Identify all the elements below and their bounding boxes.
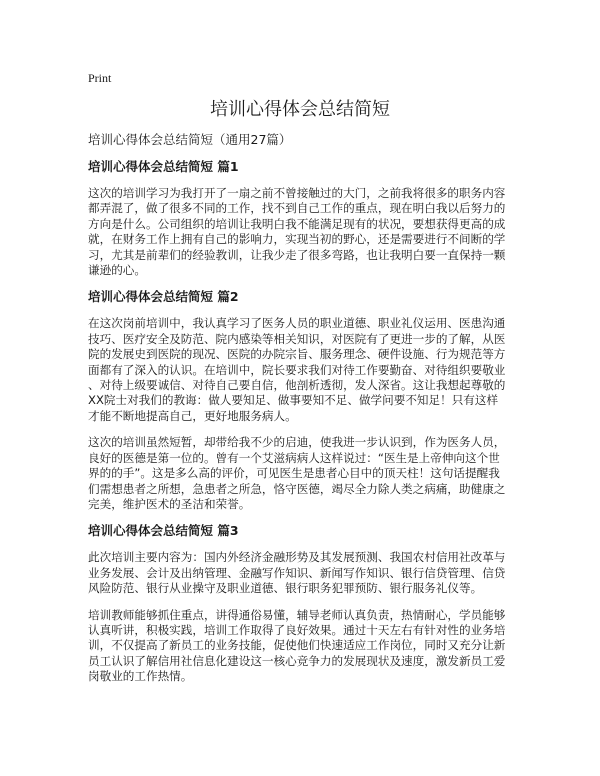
paragraph-line: 面都有了深入的认识。在培训中，院长要求我们对待工作要勤奋、对待组织要敬业 <box>88 362 506 377</box>
paragraph-line: 习，尤其是前辈们的经验教训，让我少走了很多弯路，也让我明白要一直保持一颗 <box>88 247 506 262</box>
paragraph-line: 认真听讲，积极实践，培训工作取得了良好效果。通过十天左右有针对性的业务培 <box>88 622 506 637</box>
paragraph-line: 良好的医德是第一位的。曾有一个艾滋病病人这样说过：“医生是上帝伸向这个世 <box>88 450 500 465</box>
paragraph <box>88 435 528 512</box>
paragraph-line: 院的发展史到医院的现况、医院的办院宗旨、服务理念、硬件设施、行为规范等方 <box>88 347 506 362</box>
paragraph-line: 在这次岗前培训中，我认真学习了医务人员的职业道德、职业礼仪运用、医患沟通 <box>88 316 506 331</box>
document-body <box>88 159 528 685</box>
document-page <box>88 70 528 685</box>
paragraph-line: 、对待上级要诚信、对待自己要自信，他剖析透彻，发人深省。这让我想起尊敬的 <box>88 378 506 393</box>
paragraph-line: 都弄混了，做了很多不同的工作，找不到自己工作的重点，现在明白我以后努力的 <box>88 201 506 216</box>
paragraph-line: 谦逊的心。 <box>88 263 146 278</box>
paragraph-line: 完美，维护医术的圣洁和荣誉。 <box>88 496 251 511</box>
paragraph-line: 业务发展、会计及出纳管理、金融写作知识、新闻写作知识、银行信贷管理、信贷 <box>88 565 506 580</box>
paragraph-line: 这次的培训学习为我打开了一扇之前不曾接触过的大门，之前我将很多的职务内容 <box>88 186 506 200</box>
paragraph-line: 训，不仅提高了新员工的业务技能，促使他们快速适应工作岗位，同时又充分让新 <box>88 638 506 653</box>
paragraph <box>88 550 528 596</box>
paragraph-line: 风险防范、银行从业操守及职业道德、银行职务犯罪预防、银行服务礼仪等。 <box>88 581 483 596</box>
paragraph <box>88 608 528 685</box>
paragraph-line: 就，在财务工作上拥有自己的影响力，实现当初的野心，还是需要进行不间断的学 <box>88 232 506 247</box>
paragraph-line: 此次培训主要内容为：国内外经济金融形势及其发展预测、我国农村信用社改革与 <box>88 550 506 565</box>
paragraph <box>88 186 528 278</box>
paragraph-line: 们需想患者之所想，急患者之所急，恪守医德，竭尽全力除人类之病痛，助健康之 <box>88 481 506 496</box>
print-link[interactable]: Print <box>88 71 112 85</box>
paragraph-line: 技巧、医疗安全及防范、院内感染等相关知识，对医院有了更进一步的了解，从医 <box>88 331 506 346</box>
paragraph-line: 员工认识了解信用社信息化建设这一核心竞争力的发展现状及速度，激发新员工爱 <box>88 653 506 668</box>
section-heading: 培训心得体会总结简短 篇3 <box>88 523 239 539</box>
paragraph-line: XX院士对我们的教诲：做人要知足、做事要知不足、做学问要不知足！只有这样 <box>88 393 499 408</box>
paragraph-line: 这次的培训虽然短暂，却带给我不少的启迪，使我进一步认识到，作为医务人员， <box>88 435 506 450</box>
section-heading: 培训心得体会总结简短 篇1 <box>88 159 239 174</box>
paragraph-line: 才能不断地提高自己，更好地服务病人。 <box>88 408 297 423</box>
paragraph-line: 方向是什么。公司组织的培训让我明白我不能满足现有的状况，要想获得更高的成 <box>88 216 506 231</box>
paragraph-line: 界的的手”。这是多么高的评价，可见医生是患者心目中的顶天柱！这句话提醒我 <box>88 466 500 481</box>
document-subtitle: 培训心得体会总结简短（通用27篇） <box>88 132 292 147</box>
paragraph-line: 培训教师能够抓住重点，讲得通俗易懂，辅导老师认真负责，热情耐心，学员能够 <box>88 607 506 622</box>
paragraph <box>88 316 528 424</box>
paragraph-line: 岗敬业的工作热情。 <box>88 669 193 684</box>
document-title: 培训心得体会总结简短 <box>210 99 390 120</box>
section-heading: 培训心得体会总结简短 篇2 <box>88 289 239 305</box>
